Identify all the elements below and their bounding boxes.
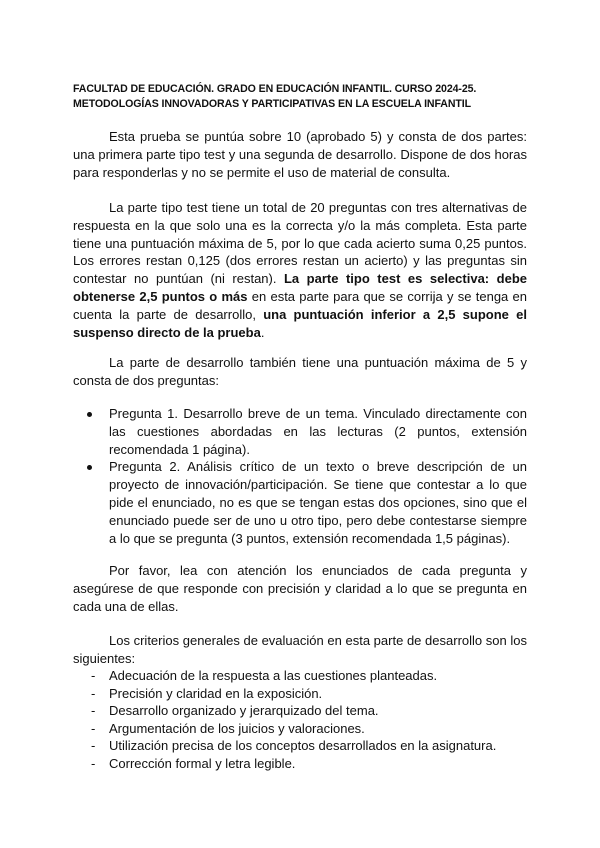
question-text: Pregunta 2. Análisis crítico de un texto o breve descripción de un proyecto de innovación/participación. Se tiene que contestar a lo que pide el enunciado, no es que se tengan estas dos opciones, sino que el enunciado puede ser de uno u otro tipo, pero debe contestarse siempre a lo que se pregunta (3 puntos, extensión recomendada 1,5 páginas).: [109, 459, 527, 546]
test-text-3: .: [260, 324, 265, 340]
document-header: [73, 82, 533, 112]
criteria-item: [73, 702, 527, 720]
questions-list: [73, 405, 527, 547]
header-line-subject: METODOLOGÍAS INNOVADORAS Y PARTICIPATIVAS EN LA ESCUELA INFANTIL: [73, 98, 471, 110]
dash-icon: -: [91, 720, 96, 736]
criteria-list: [73, 667, 527, 773]
criteria-item: [73, 755, 527, 773]
criteria-item: [73, 667, 527, 685]
criteria-text: Desarrollo organizado y jerarquizado del tema.: [109, 703, 379, 719]
criteria-text: Utilización precisa de los conceptos desarrollados en la asignatura.: [109, 738, 497, 754]
test-section-paragraph: [73, 199, 527, 341]
dash-icon: -: [91, 738, 96, 754]
test-text-1: La parte tipo test tiene un total de 20 preguntas con tres alternativas de respuesta en la que solo una es la correcta y/o la más completa. Esta parte tiene una puntuación máxima de 5, por lo que cada acierto suma 0,25 puntos. Los errores restan 0,125 (dos errores restan un acierto) y las preguntas sin contestar no puntúan (ni restan).: [73, 200, 527, 287]
test-text-2: en esta parte para que se corrija y se tenga en cuenta la parte de desarrollo,: [73, 288, 527, 322]
bullet-icon: [87, 465, 92, 470]
criteria-item: [73, 737, 527, 755]
question-text: Pregunta 1. Desarrollo breve de un tema. Vinculado directamente con las cuestiones abordadas en las lecturas (2 puntos, extensión recomendada 1 página).: [109, 406, 527, 457]
development-intro-paragraph: La parte de desarrollo también tiene una puntuación máxima de 5 y consta de dos preguntas:: [73, 355, 527, 388]
test-bold-fail: una puntuación inferior a 2,5 supone el suspenso directo de la prueba: [73, 306, 527, 340]
question-item: [73, 405, 527, 458]
dash-icon: -: [91, 703, 96, 719]
dash-icon: -: [91, 685, 96, 701]
criteria-text: Adecuación de la respuesta a las cuestiones planteadas.: [109, 668, 438, 683]
criteria-text: Precisión y claridad en la exposición.: [109, 685, 323, 701]
criteria-text: Corrección formal y letra legible.: [109, 755, 296, 771]
question-item: [73, 458, 527, 547]
dash-icon: -: [91, 668, 96, 683]
test-bold-selective: La parte tipo test es selectiva: debe obtenerse 2,5 puntos o más: [73, 271, 527, 304]
bullet-icon: [87, 412, 92, 417]
dash-icon: -: [91, 755, 96, 771]
intro-paragraph: Esta prueba se puntúa sobre 10 (aprobado 5) y consta de dos partes: una primera parte tipo test y una segunda de desarrollo. Dispone de dos horas para responderlas y no se permite el uso de material de consulta.: [73, 129, 527, 180]
criteria-intro-paragraph: Los criterios generales de evaluación en esta parte de desarrollo son los siguientes:: [73, 633, 527, 666]
attention-paragraph: Por favor, lea con atención los enunciados de cada pregunta y asegúrese de que responde con precisión y claridad a lo que se pregunta en cada una de ellas.: [73, 563, 527, 614]
criteria-item: [73, 720, 527, 738]
header-line-faculty: FACULTAD DE EDUCACIÓN. GRADO EN EDUCACIÓN INFANTIL. CURSO 2024-25.: [73, 83, 477, 95]
criteria-item: [73, 685, 527, 703]
criteria-text: Argumentación de los juicios y valoraciones.: [109, 720, 365, 736]
